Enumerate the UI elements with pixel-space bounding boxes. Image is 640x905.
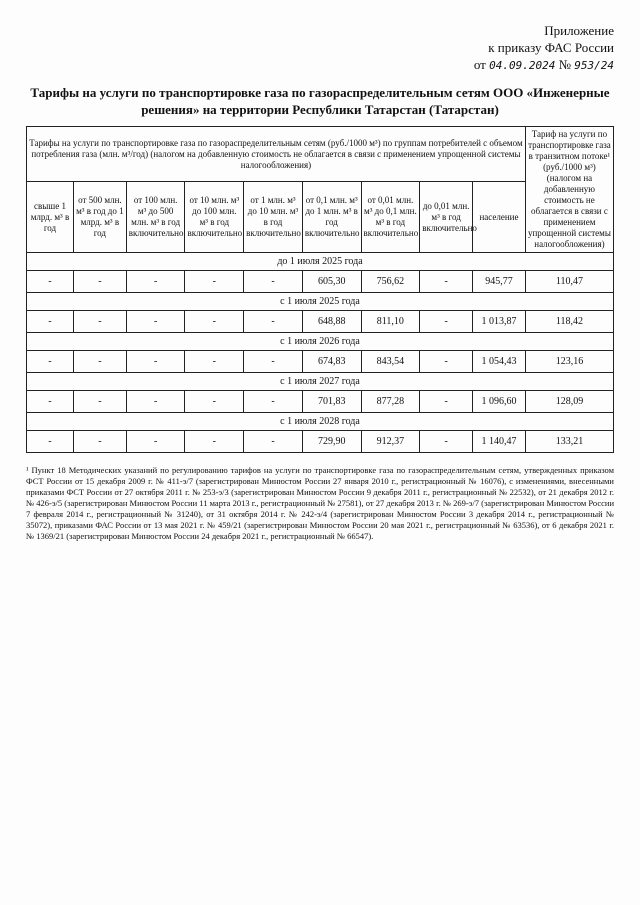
column-header: от 0,01 млн. м³ до 0,1 млн. м³ в год включительно [361, 182, 420, 253]
column-header: от 1 млн. м³ до 10 млн. м³ в год включительно [244, 182, 303, 253]
table-row [27, 311, 614, 333]
table-cell: - [73, 271, 126, 293]
table-cell: - [27, 351, 74, 373]
period-row [27, 253, 614, 271]
table-cell: 605,30 [302, 271, 361, 293]
table-header-row-group [27, 127, 614, 182]
table-cell: - [244, 271, 303, 293]
table-cell: - [27, 311, 74, 333]
table-cell: - [420, 311, 473, 333]
table-body [27, 253, 614, 453]
column-header: свыше 1 млрд. м³ в год [27, 182, 74, 253]
table-cell: 729,90 [302, 431, 361, 453]
appendix-date: 04.09.2024 [489, 59, 556, 72]
table-row [27, 351, 614, 373]
period-row [27, 373, 614, 391]
appendix-block [26, 22, 614, 74]
table-cell: 912,37 [361, 431, 420, 453]
table-row [27, 431, 614, 453]
period-label: с 1 июля 2027 года [27, 373, 614, 391]
table-cell: - [185, 431, 244, 453]
transit-header-cell: Тариф на услуги по транспортировке газа в транзитном потоке¹ (руб./1000 м³) (налогом на добавленную стоимость не облагается в связи с применением упрощенной системы налогообложения) [525, 127, 613, 253]
column-header: до 0,01 млн. м³ в год включительно [420, 182, 473, 253]
period-row [27, 333, 614, 351]
period-label: до 1 июля 2025 года [27, 253, 614, 271]
table-cell: 843,54 [361, 351, 420, 373]
column-header: от 0,1 млн. м³ до 1 млн. м³ в год включительно [302, 182, 361, 253]
column-header: население [473, 182, 526, 253]
table-cell: - [420, 391, 473, 413]
table-cell: - [185, 271, 244, 293]
table-cell: 1 054,43 [473, 351, 526, 373]
table-cell: - [420, 431, 473, 453]
tariff-table [26, 126, 614, 453]
appendix-date-line [26, 56, 614, 74]
document-title: Тарифы на услуги по транспортировке газа по газораспределительным сетям ООО «Инженерные решения» на территории Республики Татарстан (Татарстан) [30, 85, 610, 117]
table-cell: - [126, 391, 185, 413]
table-cell: 133,21 [525, 431, 613, 453]
column-header: от 500 млн. м³ в год до 1 млрд. м³ в год [73, 182, 126, 253]
period-label: с 1 июля 2026 года [27, 333, 614, 351]
table-cell: - [73, 351, 126, 373]
table-cell: 877,28 [361, 391, 420, 413]
table-cell: 945,77 [473, 271, 526, 293]
table-cell: 756,62 [361, 271, 420, 293]
period-label: с 1 июля 2028 года [27, 413, 614, 431]
table-cell: - [420, 271, 473, 293]
table-cell: - [244, 431, 303, 453]
appendix-label: Приложение [544, 23, 614, 38]
table-cell: 123,16 [525, 351, 613, 373]
table-cell: - [244, 391, 303, 413]
table-cell: - [27, 391, 74, 413]
appendix-order: к приказу ФАС России [488, 40, 614, 55]
table-cell: - [420, 351, 473, 373]
table-row [27, 391, 614, 413]
table-cell: 128,09 [525, 391, 613, 413]
column-header: от 100 млн. м³ до 500 млн. м³ в год включительно [126, 182, 185, 253]
table-cell: - [185, 311, 244, 333]
table-cell: - [244, 351, 303, 373]
table-cell: - [27, 431, 74, 453]
group-header-cell: Тарифы на услуги по транспортировке газа по газораспределительным сетям (руб./1000 м³) по группам потребителей с объемом потребления газа (млн. м³/год) (налогом на добавленную стоимость не облагается в связи с применением упрощенной системы налогообложения) [27, 127, 526, 182]
table-cell: - [126, 351, 185, 373]
footnote: ¹ Пункт 18 Методических указаний по регулированию тарифов на услуги по транспортировке газа по газораспределительным сетям, утвержденных приказом ФСТ России от 15 декабря 2009 г. № 411-э/7 (зарегистрирован Минюстом России 27 января 2010 г., регистрационный № 16076), с изменениями, внесенными приказами ФСТ России от 27 октября 2011 г. № 253-э/3 (зарегистрирован Минюстом России 9 декабря 2011 г., регистрационный № 22532), от 21 декабря 2012 г. № 426-э/5 (зарегистрирован Минюстом России 11 марта 2013 г., регистрационный № 27581), от 27 декабря 2013 г. № 269-э/7 (зарегистрирован Минюстом России 7 февраля 2014 г., регистрационный № 31240), от 31 октября 2014 г. № 242-э/4 (зарегистрирован Минюстом России 3 декабря 2014 г., регистрационный № 35072), приказами ФАС России от 13 мая 2021 г. № 459/21 (зарегистрирован Минюстом России 20 мая 2021 г., регистрационный № 63536), от 6 декабря 2021 г. № 1369/21 (зарегистрирован Минюстом России 24 декабря 2021 г., регистрационный № 66547). [26, 465, 614, 541]
table-cell: - [73, 391, 126, 413]
table-cell: 811,10 [361, 311, 420, 333]
table-cell: - [126, 311, 185, 333]
table-cell: 701,83 [302, 391, 361, 413]
appendix-number: 953/24 [574, 59, 614, 72]
appendix-from: от [473, 57, 486, 72]
table-cell: - [126, 271, 185, 293]
table-cell: 648,88 [302, 311, 361, 333]
column-header: от 10 млн. м³ до 100 млн. м³ в год включительно [185, 182, 244, 253]
table-cell: 1 096,60 [473, 391, 526, 413]
period-label: с 1 июля 2025 года [27, 293, 614, 311]
table-cell: 118,42 [525, 311, 613, 333]
appendix-no-label: № [558, 57, 571, 72]
table-cell: 1 013,87 [473, 311, 526, 333]
table-cell: - [73, 431, 126, 453]
table-cell: 1 140,47 [473, 431, 526, 453]
table-row [27, 271, 614, 293]
table-cell: - [126, 431, 185, 453]
table-cell: - [244, 311, 303, 333]
table-cell: 110,47 [525, 271, 613, 293]
period-row [27, 293, 614, 311]
table-cell: - [185, 351, 244, 373]
period-row [27, 413, 614, 431]
table-cell: - [185, 391, 244, 413]
table-cell: 674,83 [302, 351, 361, 373]
table-cell: - [27, 271, 74, 293]
table-cell: - [73, 311, 126, 333]
